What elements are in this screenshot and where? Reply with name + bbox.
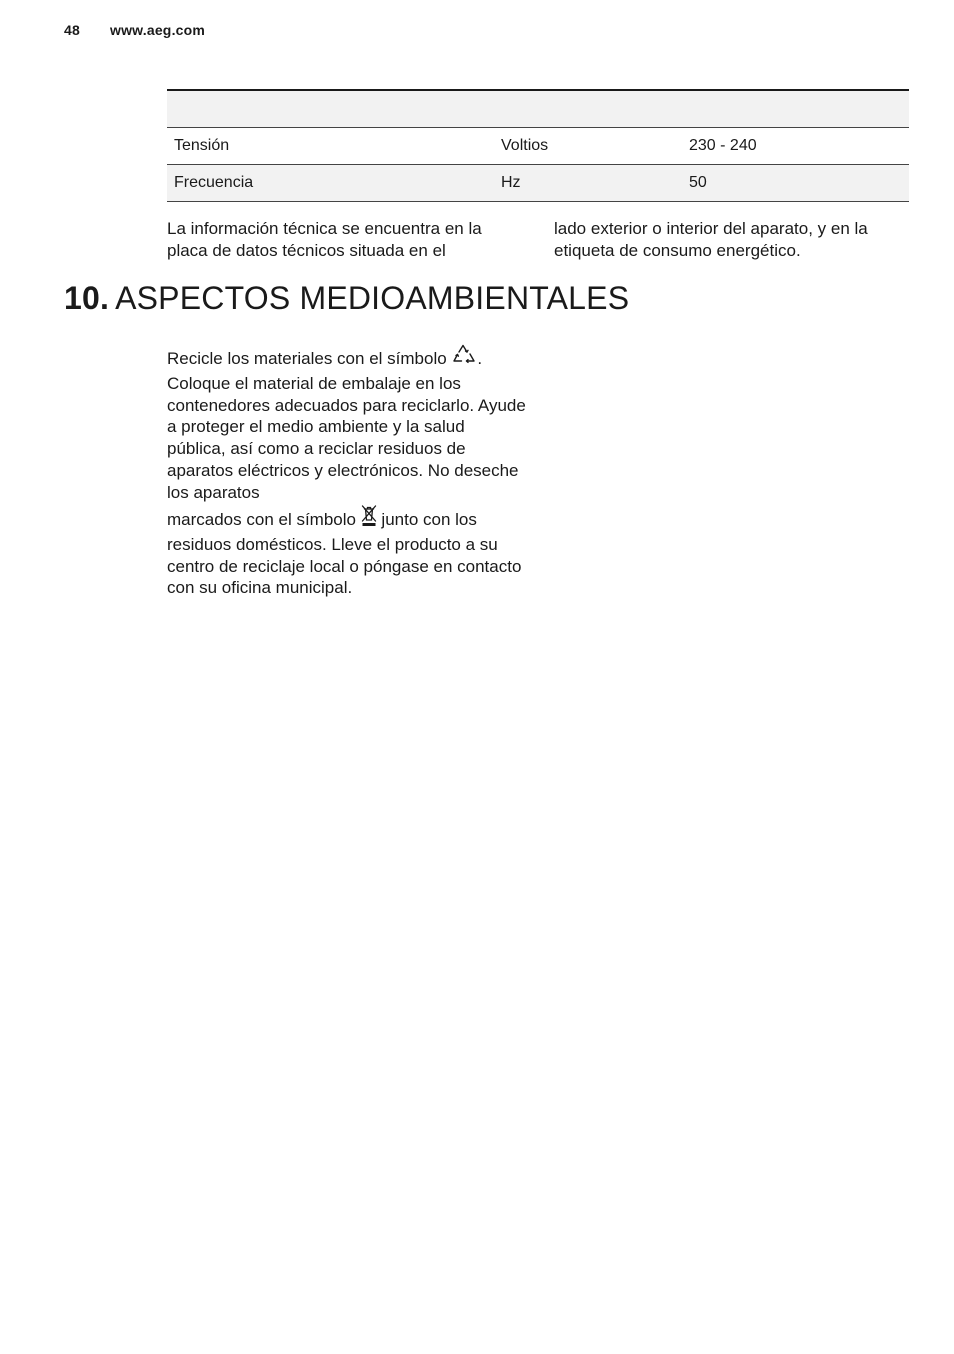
table-header-row	[167, 90, 909, 128]
row-label: Frecuencia	[167, 165, 494, 202]
disposal-text-end: junto con los residuos domésticos. Lleve el producto a su centro de reciclaje local o póngase en contacto con su oficina municipal.	[167, 510, 522, 598]
page-number: 48	[64, 22, 80, 38]
row-value: 50	[682, 165, 909, 202]
recycling-text-end: . Coloque el material de embalaje en los contenedores adecuados para reciclarlo. Ayude a proteger el medio ambiente y la salud pública, así como a reciclar residuos de aparatos eléctricos y electrónicos. No deseche los aparatos	[167, 349, 526, 502]
row-unit: Hz	[494, 165, 682, 202]
recycle-icon	[451, 343, 477, 373]
electrical-spec-table	[167, 89, 909, 202]
section-number: 10.	[64, 280, 110, 316]
table-row	[167, 165, 909, 202]
disposal-paragraph	[167, 504, 527, 599]
section-title-text: ASPECTOS MEDIOAMBIENTALES	[115, 280, 630, 316]
recycling-text-start: Recicle los materiales con el símbolo	[167, 349, 452, 368]
table-row	[167, 128, 909, 165]
recycling-paragraph	[167, 343, 527, 504]
section-title	[64, 278, 629, 318]
row-unit: Voltios	[494, 128, 682, 165]
crossed-bin-icon	[361, 504, 377, 534]
website-link[interactable]: www.aeg.com	[110, 22, 206, 38]
disposal-text-start: marcados con el símbolo	[167, 510, 361, 529]
info-text-left: La información técnica se encuentra en la placa de datos técnicos situada en el	[167, 219, 482, 260]
table-header-cell	[167, 90, 494, 128]
table-header-cell	[682, 90, 909, 128]
table-header-cell	[494, 90, 682, 128]
page-header	[64, 22, 205, 38]
row-label: Tensión	[167, 128, 494, 165]
row-value: 230 - 240	[682, 128, 909, 165]
info-text-right: lado exterior o interior del aparato, y en la etiqueta de consumo energético.	[554, 219, 868, 260]
